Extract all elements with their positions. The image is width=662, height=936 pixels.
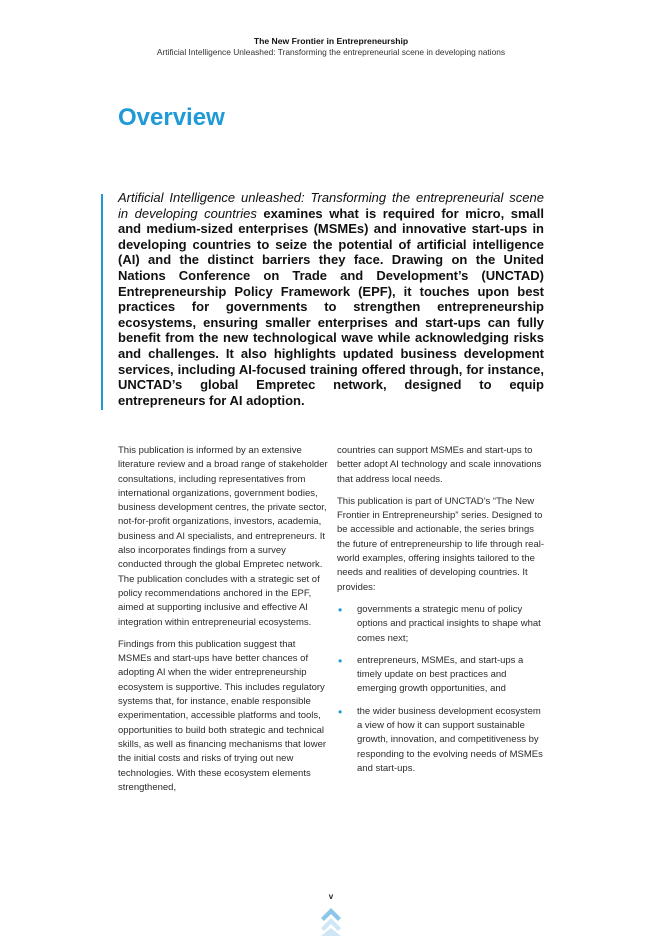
- header-subtitle: Artificial Intelligence Unleashed: Transforming the entrepreneurial scene in developing nations: [156, 47, 506, 57]
- lead-accent-bar: [101, 194, 103, 410]
- section-title: Overview: [118, 104, 225, 131]
- lead-paragraph: [118, 190, 544, 408]
- list-item-text: entrepreneurs, MSMEs, and start-ups a timely update on best practices and emerging growth opportunities, and: [357, 654, 524, 695]
- double-chevron-up-icon: [319, 906, 343, 936]
- list-item: [337, 654, 545, 697]
- list-item: [337, 603, 545, 646]
- header-title: The New Frontier in Entrepreneurship: [253, 36, 409, 46]
- lead-text: examines what is required for micro, small and medium-sized enterprises (MSMEs) and innovative start-ups in developing countries to seize the potential of artificial intelligence (AI) and the distinct barriers they face. Drawing on the United Nations Conference on Trade and Development’s (UNCTAD) Entrepreneurship Policy Framework (EPF), it touches upon best practices for governments to strengthen entrepreneurship ecosystems, ensuring smaller enterprises and start-ups can fully benefit from the new technological wave while acknowledging risks and challenges. It also highlights updated business development services, including AI-focused training offered through, for instance, UNCTAD’s global Empretec network, designed to equip entrepreneurs for AI adoption.: [118, 205, 544, 408]
- list-item-text: the wider business development ecosystem a view of how it can support sustainable growth, innovation, and competitiveness by responding to the evolving needs of MSMEs and start-ups.: [357, 705, 543, 774]
- bullet-list: [337, 603, 545, 776]
- bullet-dot-icon: •: [338, 653, 343, 668]
- list-item-text: governments a strategic menu of policy options and practical insights to shape what comes next;: [357, 603, 541, 644]
- left-paragraph-1: This publication is informed by an extensive literature review and a broad range of stakeholder consultations, including representatives from international organizations, government bodies, business development centres, the private sector, not-for-profit organizations, investors, academia, business and AI specialists, and entrepreneurs. It also incorporates findings from a survey conducted through the global Empretec network. The publication concludes with a strategic set of policy recommendations anchored in the EPF, aimed at supporting inclusive and effective AI integration within entrepreneurial ecosystems.: [118, 445, 328, 628]
- left-paragraph-2: Findings from this publication suggest that MSMEs and start-ups have better chances of adopting AI when the wider entrepreneurship ecosystem is supportive. This includes regulatory systems that, for instance, enable responsible experimentation, accessible platforms and tools, opportunities to build both strategic and technical skills, as well as financing mechanisms that lower the initial costs and risks of trying out new technologies. With these ecosystem elements strengthened,: [118, 638, 327, 793]
- page-number: v: [328, 892, 334, 901]
- bullet-dot-icon: •: [338, 602, 343, 617]
- bullet-dot-icon: •: [338, 704, 343, 719]
- left-column: [118, 444, 328, 803]
- running-header: [0, 36, 662, 58]
- right-paragraph-2: This publication is part of UNCTAD’s “The New Frontier in Entrepreneurship” series. Designed to be accessible and actionable, the series brings the future of entrepreneurship to life through real-world examples, offering insights tailored to the needs and realities of developing countries. It provides:: [337, 495, 545, 593]
- right-paragraph-1: countries can support MSMEs and start-ups to better adopt AI technology and scale innovations that address local needs.: [337, 445, 542, 485]
- list-item: [337, 705, 545, 776]
- right-column: [337, 444, 545, 784]
- lead-italic-title: Artificial Intelligence unleashed: Transforming the entrepreneurial scene in developing countries: [118, 190, 544, 221]
